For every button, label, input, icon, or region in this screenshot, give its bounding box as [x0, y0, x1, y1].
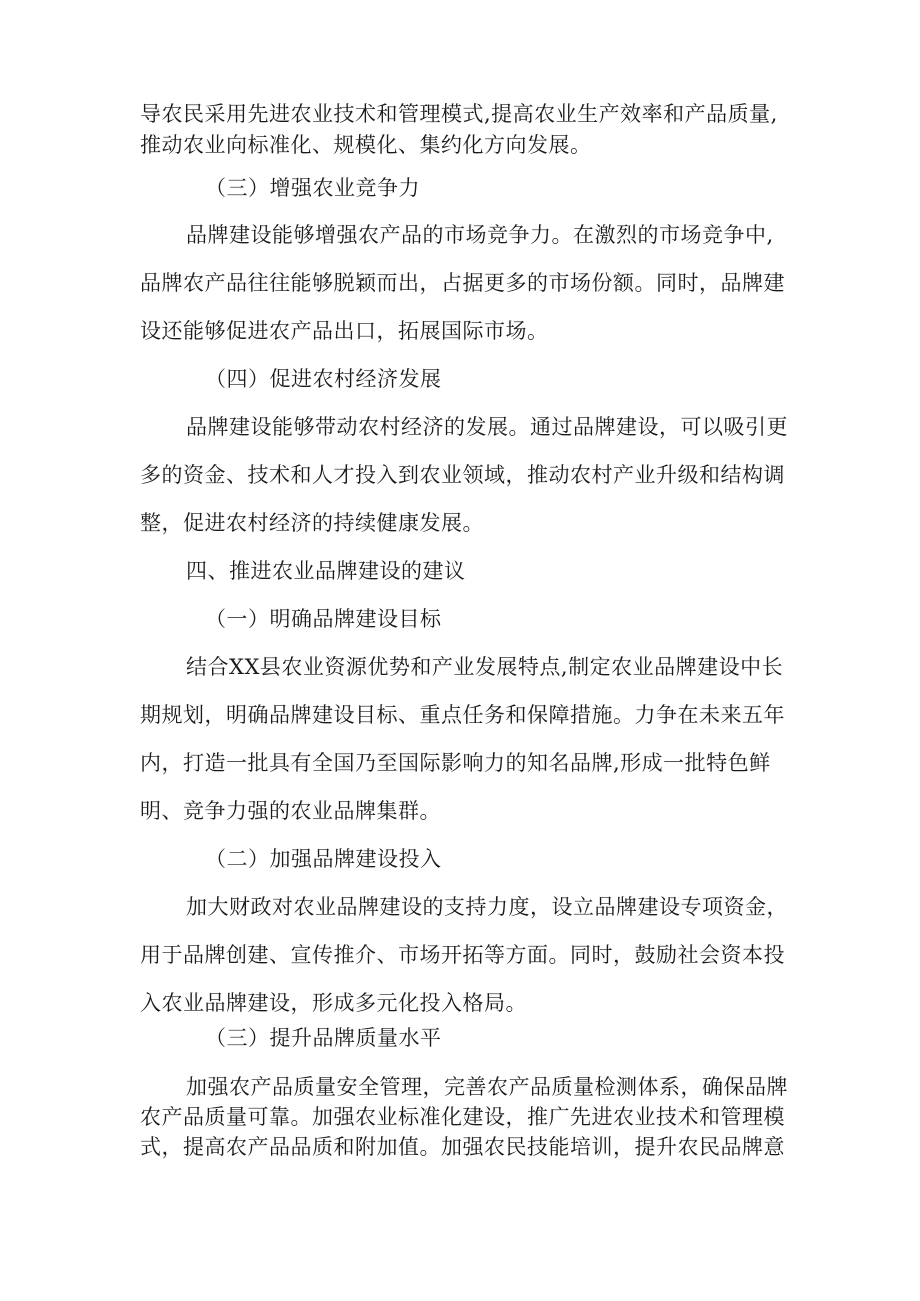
paragraph-line: 用于品牌创建、宣传推介、市场开拓等方面。同时，鼓励社会资本投 — [140, 943, 785, 967]
paragraph-line: 推动农业向标准化、规模化、集约化方向发展。 — [140, 133, 592, 157]
paragraph-line: 整，促进农村经济的持续健康发展。 — [140, 511, 484, 535]
paragraph-line: 式，提高农产品品质和附加值。加强农民技能培训，提升农民品牌意 — [140, 1135, 785, 1159]
paragraph-line: 明、竞争力强的农业品牌集群。 — [140, 799, 441, 823]
paragraph-line: 入农业品牌建设，形成多元化投入格局。 — [140, 991, 527, 1015]
paragraph-line: 品牌建设能够增强农产品的市场竞争力。在激烈的市场竞争中, — [186, 223, 774, 247]
paragraph-line: 多的资金、技术和人才投入到农业领域，推动农村产业升级和结构调 — [140, 463, 785, 487]
section-heading: （一）明确品牌建设目标 — [205, 607, 442, 631]
section-heading: （四）促进农村经济发展 — [205, 367, 442, 391]
paragraph-line: 设还能够促进农产品出口，拓展国际市场。 — [140, 319, 549, 343]
paragraph-line: 加大财政对农业品牌建设的支持力度，设立品牌建设专项资金， — [186, 895, 788, 919]
paragraph-line: 品牌建设能够带动农村经济的发展。通过品牌建设，可以吸引更 — [186, 415, 788, 439]
paragraph-line: 导农民采用先进农业技术和管理模式,提高农业生产效率和产品质量, — [140, 102, 778, 126]
chapter-heading: 四、推进农业品牌建设的建议 — [186, 559, 466, 583]
paragraph-line: 结合XX县农业资源优势和产业发展特点,制定农业品牌建设中长 — [186, 655, 784, 679]
paragraph-line: 期规划，明确品牌建设目标、重点任务和保障措施。力争在未来五年 — [140, 703, 785, 727]
section-heading: （三）提升品牌质量水平 — [205, 1026, 442, 1050]
section-heading: （二）加强品牌建设投入 — [205, 847, 442, 871]
section-heading: （三）增强农业竞争力 — [205, 176, 420, 200]
paragraph-line: 内，打造一批具有全国乃至国际影响力的知名品牌,形成一批特色鲜 — [140, 751, 771, 775]
paragraph-line: 农产品质量可靠。加强农业标准化建设，推广先进农业技术和管理模 — [140, 1105, 785, 1129]
paragraph-line: 品牌农产品往往能够脱颖而出，占据更多的市场份额。同时，品牌建 — [140, 271, 785, 295]
paragraph-line: 加强农产品质量安全管理，完善农产品质量检测体系，确保品牌 — [186, 1075, 788, 1099]
